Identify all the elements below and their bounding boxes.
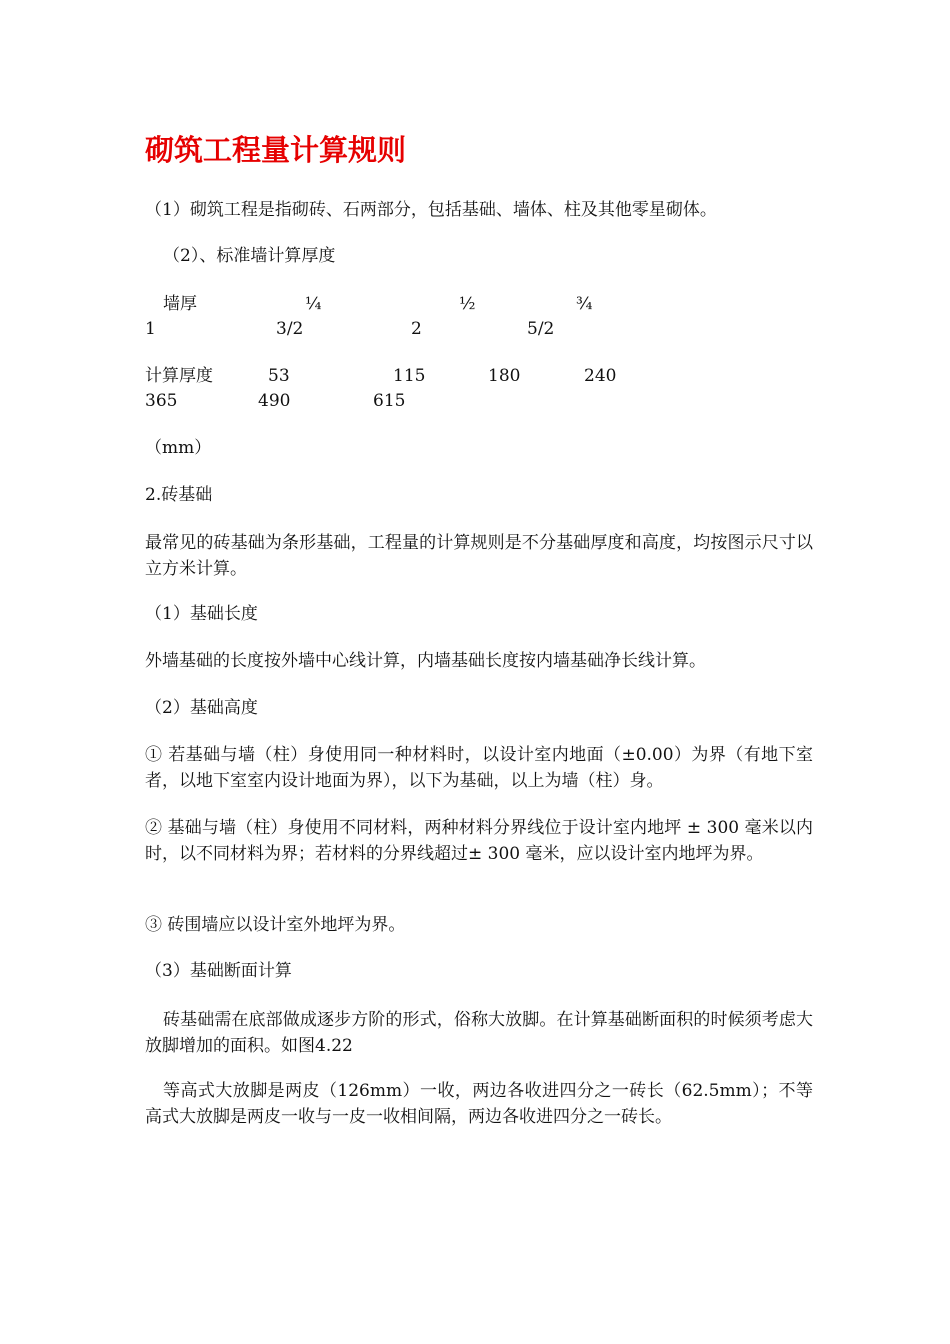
paragraph-foundation-rule: 最常见的砖基础为条形基础，工程量的计算规则是不分基础厚度和高度，均按图示尺寸以立方米计算。 (145, 533, 813, 579)
thickness-label: 墙厚 (163, 294, 197, 314)
heading-standard-thickness: （2）、标准墙计算厚度 (163, 246, 336, 266)
thickness-value: 3/2 (276, 319, 304, 339)
paragraph-height-rule-1: ① 若基础与墙（柱）身使用同一种材料时，以设计室内地面（±0.00）为界（有地下室者，以地下室室内设计地面为界），以下为基础，以上为墙（柱）身。 (145, 745, 813, 791)
paragraph-height-rule-2: ② 基础与墙（柱）身使用不同材料，两种材料分界线位于设计室内地坪 ± 300 毫米以内时，以不同材料为界；若材料的分界线超过± 300 毫米，应以设计室内地坪为界。 (145, 818, 813, 864)
thickness-value: 5/2 (527, 319, 555, 339)
thickness-value: 2 (411, 319, 422, 339)
document-title: 砌筑工程量计算规则 (145, 133, 407, 167)
thickness-value: ½ (459, 294, 476, 314)
thickness-value: 1 (145, 319, 156, 339)
heading-foundation-length: （1）基础长度 (145, 604, 258, 624)
calc-thickness-value: 115 (393, 366, 426, 386)
paragraph-height-rule-3: ③ 砖围墙应以设计室外地坪为界。 (145, 915, 406, 935)
paragraph-foundation-length: 外墙基础的长度按外墙中心线计算，内墙基础长度按内墙基础净长线计算。 (145, 651, 706, 671)
calc-thickness-value: 53 (268, 366, 290, 386)
thickness-value: ¾ (576, 294, 593, 314)
calc-thickness-value: 615 (373, 391, 406, 411)
heading-foundation-height: （2）基础高度 (145, 698, 258, 718)
calc-thickness-value: 365 (145, 391, 178, 411)
unit-label: （mm） (145, 438, 212, 458)
calc-thickness-value: 490 (258, 391, 291, 411)
calc-thickness-label: 计算厚度 (145, 366, 213, 386)
heading-brick-foundation: 2.砖基础 (145, 485, 213, 505)
thickness-value: ¼ (305, 294, 322, 314)
paragraph-section-calc: 砖基础需在底部做成逐步方阶的形式，俗称大放脚。在计算基础断面积的时候须考虑大放脚增加的面积。如图4.22 (145, 1010, 813, 1056)
paragraph-step-footing: 等高式大放脚是两皮（126mm）一收，两边各收进四分之一砖长（62.5mm）；不等高式大放脚是两皮一收与一皮一收相间隔，两边各收进四分之一砖长。 (145, 1081, 813, 1127)
calc-thickness-value: 240 (584, 366, 617, 386)
heading-foundation-section: （3）基础断面计算 (145, 961, 292, 981)
paragraph-scope: （1）砌筑工程是指砌砖、石两部分，包括基础、墙体、柱及其他零星砌体。 (145, 200, 717, 220)
calc-thickness-value: 180 (488, 366, 521, 386)
